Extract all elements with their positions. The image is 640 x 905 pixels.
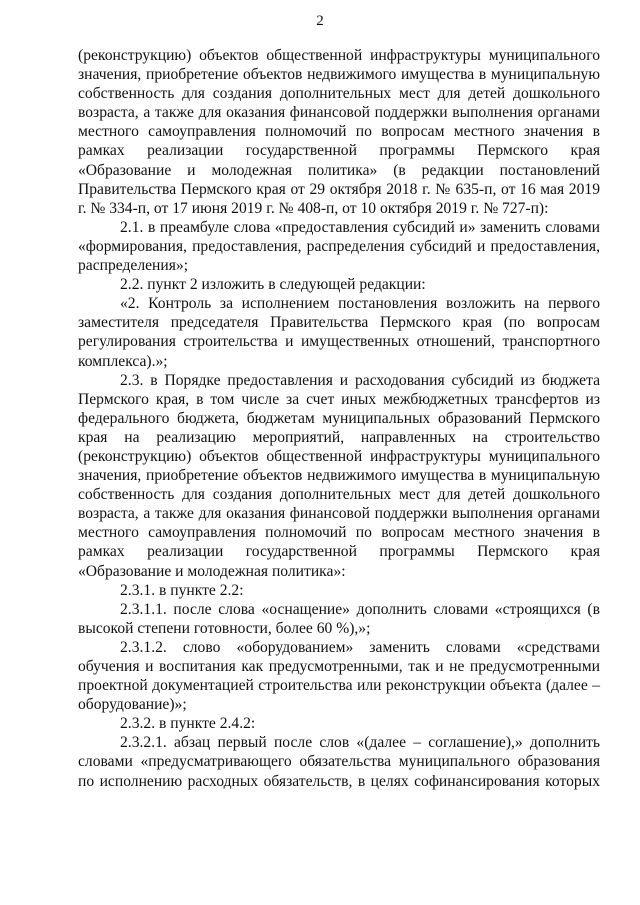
paragraph-2-2-quote: «2. Контроль за исполнением постановления возложить на первого заместителя председателя Правительства Пермского края (по вопросам регулирования строительства и имущественных отношений, транспортного комплекса).»; <box>78 295 600 370</box>
paragraph-2-1: 2.1. в преамбуле слова «предоставления субсидий и» заменить словами «формирования, предоставления, распределения субсидий и предоставления, распределения»; <box>78 218 600 275</box>
page-number: 2 <box>316 13 324 29</box>
paragraph-2-3-1-2: 2.3.1.2. слово «оборудованием» заменить словами «средствами обучения и воспитания как предусмотренными, так и не предусмотренными проектной документацией строительства или реконструкции объекта (далее – оборудование)»; <box>78 638 600 714</box>
paragraph-continuation: (реконструкцию) объектов общественной инфраструктуры муниципального значения, приобретение объектов недвижимого имущества в муниципальную собственность для создания дополнительных мест для детей дошкольного возраста, а также для оказания финансовой поддержки выполнения органами местного самоуправления полномочий по вопросам местного значения в рамках реализации государственной программы Пермского края «Образование и молодежная политика» (в редакции постановлений Правительства Пермского края от 29 октября 2018 г. № 635-п, от 16 мая 2019 г. № 334-п, от 17 июня 2019 г. № 408-п, от 10 октября 2019 г. № 727-п): <box>78 47 600 217</box>
paragraph-2-3-2: 2.3.2. в пункте 2.4.2: <box>120 715 256 733</box>
paragraph-2-3: 2.3. в Порядке предоставления и расходования субсидий из бюджета Пермского края, в том числе за счет иных межбюджетных трансфертов из федерального бюджета, бюджетам муниципальных образований Пермского края на реализацию мероприятий, направленных на строительство (реконструкцию) объектов общественной инфраструктуры муниципального значения, приобретение объектов недвижимого имущества в муниципальную собственность для создания дополнительных мест для детей дошкольного возраста, а также для оказания финансовой поддержки выполнения органами местного самоуправления полномочий по вопросам местного значения в рамках реализации государственной программы Пермского края «Образование и молодежная политика»: <box>78 371 600 580</box>
paragraph-2-2: 2.2. пункт 2 изложить в следующей редакции: <box>120 276 426 294</box>
paragraph-2-3-1-1: 2.3.1.1. после слова «оснащение» дополнить словами «строящихся (в высокой степени готовности, более 60 %),»; <box>78 600 600 637</box>
document-body <box>78 46 600 791</box>
paragraph-2-3-2-1: 2.3.2.1. абзац первый после слов «(далее – соглашение),» дополнить словами «предусматривающего обязательства муниципального образования по исполнению расходных обязательств, в целях софинансирования которых <box>78 734 600 790</box>
paragraph-2-3-1: 2.3.1. в пункте 2.2: <box>120 581 244 599</box>
